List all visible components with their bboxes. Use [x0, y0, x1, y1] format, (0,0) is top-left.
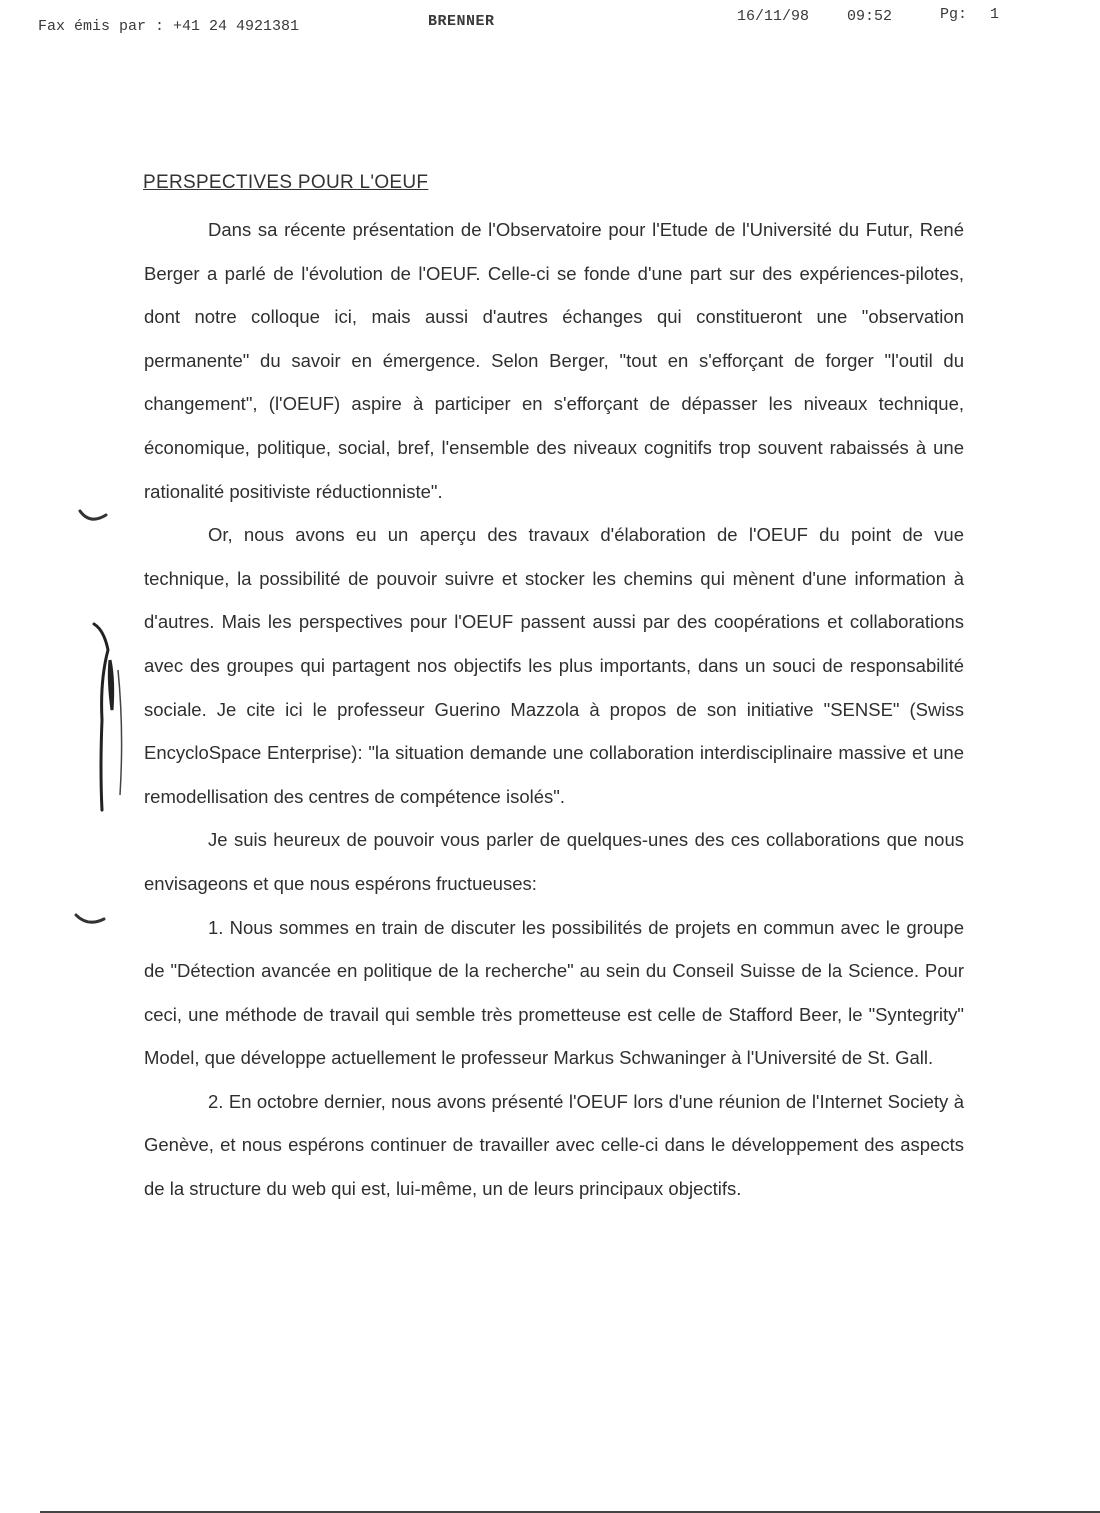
- paragraph-collaborations: Je suis heureux de pouvoir vous parler de quelques-unes des ces collaborations que nous envisageons et que nous espérons fructueuses:: [144, 829, 964, 894]
- fax-date: 16/11/98: [737, 8, 810, 25]
- handwritten-margin-bracket: [88, 620, 130, 816]
- document-title: PERSPECTIVES POUR L'OEUF: [143, 172, 429, 193]
- paragraph-item-1: 1. Nous sommes en train de discuter les possibilités de projets en commun avec le groupe de "Détection avancée en politique de la recherche" au sein du Conseil Suisse de la Science. Pour ceci, une méthode de travail qui semble très prometteuse est celle de Stafford Beer, le "Syntegrity" Model, que développe actuellement le professeur Markus Schwaninger à l'Université de St. Gall.: [144, 916, 964, 1069]
- fax-page-label: Pg:: [940, 6, 968, 23]
- fax-header: [0, 0, 1100, 40]
- handwritten-tick-mark: [78, 505, 110, 529]
- handwritten-tick-mark: [74, 907, 108, 931]
- fax-time: 09:52: [847, 8, 893, 25]
- paragraph-intro: Dans sa récente présentation de l'Observatoire pour l'Etude de l'Université du Futur, René Berger a parlé de l'évolution de l'OEUF. Celle-ci se fonde d'une part sur des expériences-pilotes, dont notre colloque ici, mais aussi d'autres échanges qui constitueront une "observation permanente" du savoir en émergence. Selon Berger, "tout en s'efforçant de forger "l'outil du changement", (l'OEUF) aspire à participer en s'efforçant de dépasser les niveaux technique, économique, politique, social, bref, l'ensemble des niveaux cognitifs trop souvent rabaissés à une rationalité positiviste réductionniste".: [144, 219, 964, 502]
- fax-name: BRENNER: [428, 13, 495, 30]
- paragraph-perspectives: Or, nous avons eu un aperçu des travaux d'élaboration de l'OEUF du point de vue technique, la possibilité de pouvoir suivre et stocker les chemins qui mènent d'une information à d'autres. Mais les perspectives pour l'OEUF passent aussi par des coopérations et collaborations avec des groupes qui partagent nos objectifs les plus importants, dans un souci de responsabilité sociale. Je cite ici le professeur Guerino Mazzola à propos de son initiative "SENSE" (Swiss EncycloSpace Enterprise): "la situation demande une collaboration interdisciplinaire massive et une remodellisation des centres de compétence isolés".: [144, 524, 964, 807]
- document-body: [144, 208, 964, 1211]
- fax-page-number: 1: [990, 6, 1000, 23]
- fax-sender: Fax émis par : +41 24 4921381: [38, 18, 300, 35]
- paragraph-item-2: 2. En octobre dernier, nous avons présenté l'OEUF lors d'une réunion de l'Internet Society à Genève, et nous espérons continuer de travailler avec celle-ci dans le développement des aspects de la structure du web qui est, lui-même, un de leurs principaux objectifs.: [144, 1090, 964, 1200]
